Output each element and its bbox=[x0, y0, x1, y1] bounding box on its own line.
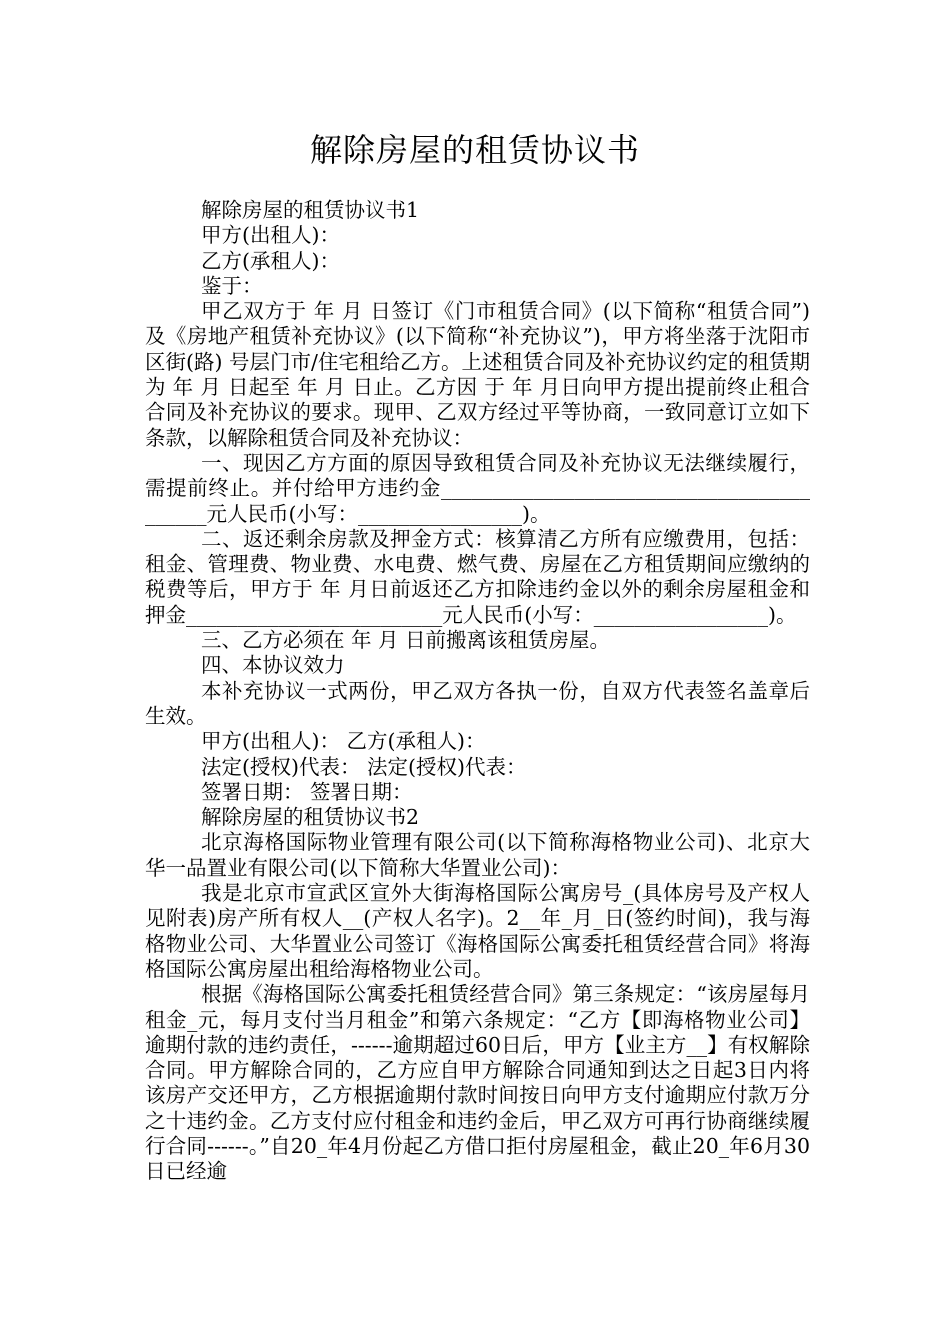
clause-3: 三、乙方必须在 年 月 日前搬离该租赁房屋。 bbox=[201, 628, 611, 653]
document-title: 解除房屋的租赁协议书 bbox=[309, 131, 640, 169]
signature-dates: 签署日期： 签署日期： bbox=[201, 779, 413, 804]
party-a-line: 甲方(出租人)： bbox=[201, 223, 340, 248]
paragraph: 北京海格国际物业管理有限公司(以下简称海格物业公司)、北京大华一品置业有限公司(以下简称大华置业公司)： bbox=[145, 830, 810, 880]
clause-1: 一、现因乙方方面的原因导致租赁合同及补充协议无法继续履行，需提前终止。并付给甲方违约金__________________________________________元人民币(小写：________________)。 bbox=[145, 450, 810, 526]
paragraph: 甲乙双方于 年 月 日签订《门市租赁合同》(以下简称“租赁合同”)及《房地产租赁补充协议》(以下简称“补充协议”)，甲方将坐落于沈阳市 区街(路) 号层门市/住宅租给乙方。上述租赁合同及补充协议约定的租赁期为 年 月 日起至 年 月 日止。乙方因 于 年 月日向甲方提出提前终止租合合同及补充协议的要求。现甲、乙双方经过平等协商，一致同意订立如下条款，以解除租赁合同及补充协议： bbox=[145, 299, 810, 450]
section-heading: 解除房屋的租赁协议书2 bbox=[201, 805, 420, 830]
signature-parties: 甲方(出租人)： 乙方(承租人)： bbox=[201, 729, 486, 754]
clause-2: 二、返还剩余房款及押金方式：核算清乙方所有应缴费用，包括：租金、管理费、物业费、水电费、燃气费、房屋在乙方租赁期间应缴纳的税费等后，甲方于 年 月日前返还乙方扣除违约金以外的剩余房屋租金和押金_________________________元人民币(小写：_________________)。 bbox=[145, 526, 810, 627]
clause-4-heading: 四、本协议效力 bbox=[201, 653, 345, 678]
paragraph: 我是北京市宣武区宣外大街海格国际公寓房号_(具体房号及产权人见附表)房产所有权人__(产权人名字)。2__年_月_日(签约时间)，我与海格物业公司、大华置业公司签订《海格国际公寓委托租赁经营合同》将海格国际公寓房屋出租给海格物业公司。 bbox=[145, 881, 810, 981]
party-b-line: 乙方(承租人)： bbox=[201, 248, 340, 273]
section-heading: 解除房屋的租赁协议书1 bbox=[201, 198, 420, 222]
document-body bbox=[145, 198, 810, 1185]
signature-representatives: 法定(授权)代表： 法定(授权)代表： bbox=[201, 754, 527, 779]
paragraph: 本补充协议一式两份，甲乙双方各执一份，自双方代表签名盖章后生效。 bbox=[145, 678, 810, 728]
paragraph: 根据《海格国际公寓委托租赁经营合同》第三条规定：“该房屋每月租金_元，每月支付当月租金”和第六条规定：“乙方【即海格物业公司】逾期付款的违约责任，------逾期超过60日后，甲方【业主方__】有权解除合同。甲方解除合同的，乙方应自甲方解除合同通知到达之日起3日内将该房产交还甲方，乙方根据逾期付款时间按日向甲方支付逾期应付款万分之十违约金。乙方支付应付租金和违约金后，甲乙双方可再行协商继续履行合同------。”自20_年4月份起乙方借口拒付房屋租金，截止20_年6月30日已经逾 bbox=[145, 982, 810, 1184]
whereas-line: 鉴于： bbox=[201, 273, 263, 298]
